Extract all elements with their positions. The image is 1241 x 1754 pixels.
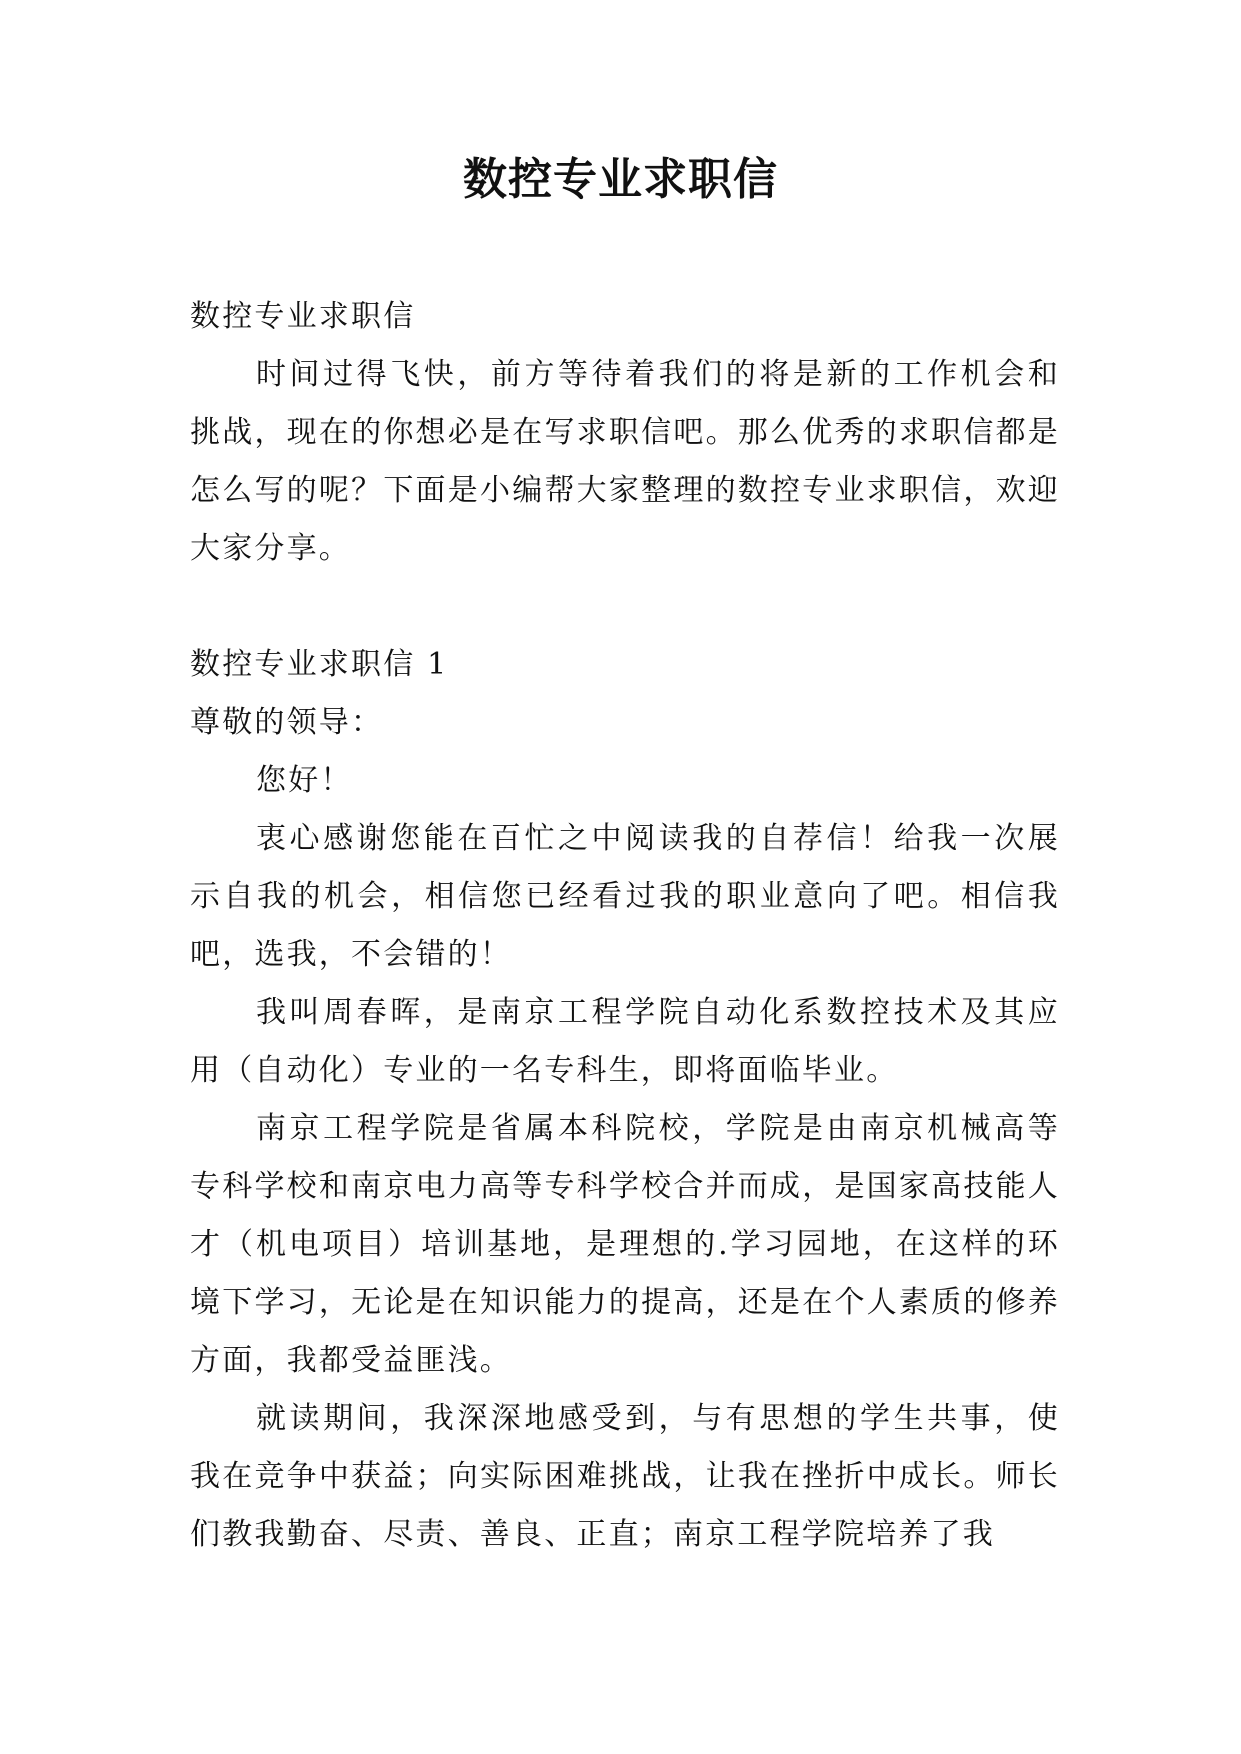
body-paragraph-4: 就读期间，我深深地感受到，与有思想的学生共事，使我在竞争中获益；向实际困难挑战，让我在挫折中成长。师长们教我勤奋、尽责、善良、正直；南京工程学院培养了我	[190, 1401, 1060, 1552]
body-paragraph-2: 我叫周春晖，是南京工程学院自动化系数控技术及其应用（自动化）专业的一名专科生，即将面临毕业。	[190, 995, 1060, 1088]
document-body	[190, 288, 1060, 1564]
section-gap	[190, 578, 1060, 636]
section-heading: 数控专业求职信 1	[190, 647, 449, 682]
body-paragraph-3: 南京工程学院是省属本科院校，学院是由南京机械高等专科学校和南京电力高等专科学校合并而成，是国家高技能人才（机电项目）培训基地，是理想的.学习园地，在这样的环境下学习，无论是在知识能力的提高，还是在个人素质的修养方面，我都受益匪浅。	[190, 1111, 1060, 1378]
greeting: 您好！	[256, 763, 353, 798]
salutation: 尊敬的领导：	[190, 705, 384, 740]
document-title: 数控专业求职信	[463, 154, 778, 205]
intro-paragraph: 时间过得飞快，前方等待着我们的将是新的工作机会和挑战，现在的你想必是在写求职信吧。那么优秀的求职信都是怎么写的呢？下面是小编帮大家整理的数控专业求职信，欢迎大家分享。	[190, 357, 1060, 566]
body-paragraph-1: 衷心感谢您能在百忙之中阅读我的自荐信！给我一次展示自我的机会，相信您已经看过我的职业意向了吧。相信我吧，选我，不会错的！	[190, 821, 1060, 972]
document-subtitle: 数控专业求职信	[190, 299, 416, 334]
